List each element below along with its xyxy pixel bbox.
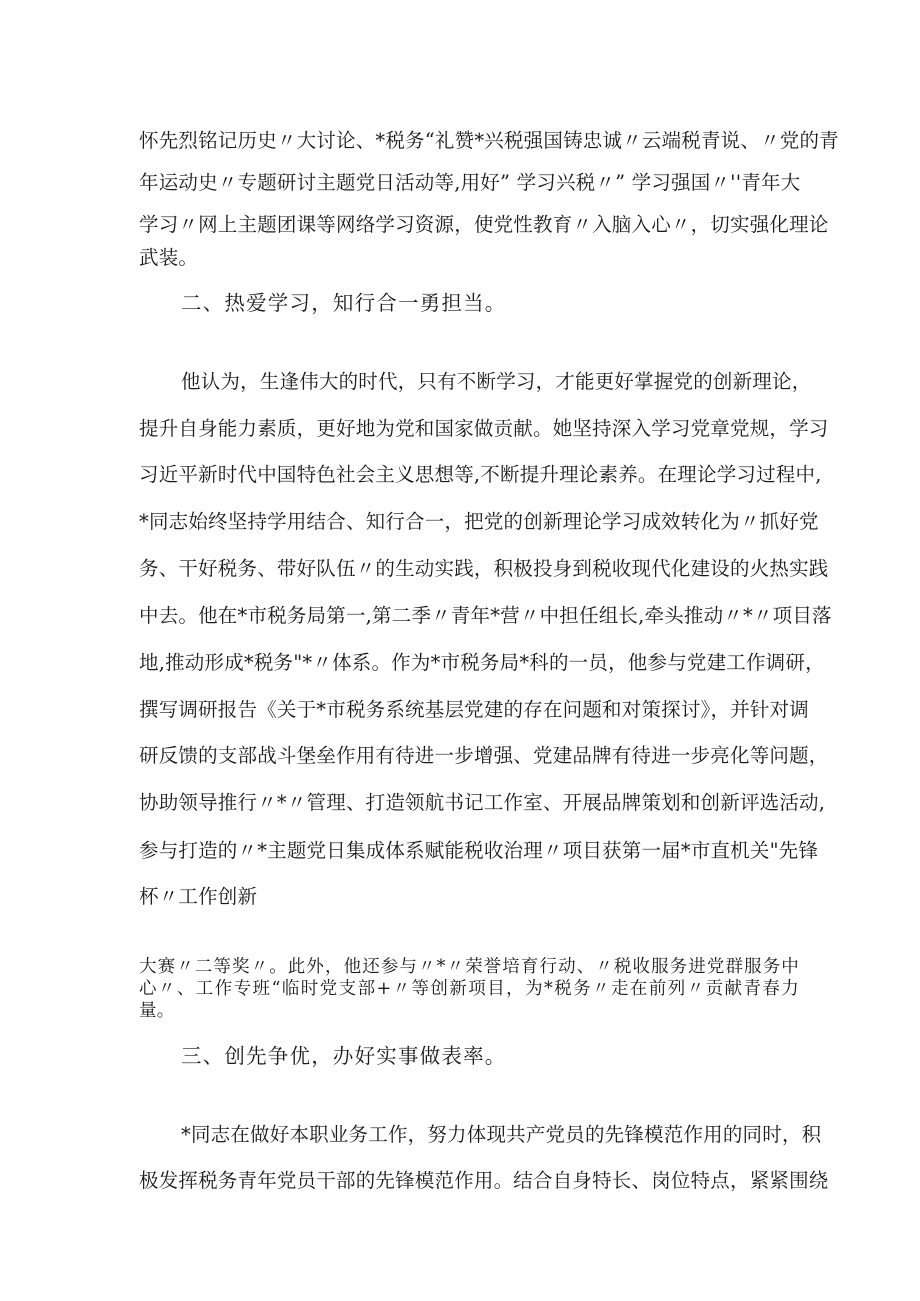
paragraph-line: 大赛〃二等奖〃。此外，他还参与〃*〃荣誉培育行动、〃税收服务进党群服务中 bbox=[139, 957, 799, 977]
paragraph-line: 年运动史〃专题研讨主题党日活动等,用好” 学习兴税〃” 学习强国〃''青年大 bbox=[139, 171, 801, 194]
paragraph-line: *同志始终坚持学用结合、知行合一，把党的创新理论学习成效转化为〃抓好党 bbox=[139, 510, 819, 533]
paragraph-line: 武装。 bbox=[139, 246, 199, 269]
paragraph-line: 习近平新时代中国特色社会主义思想等,不断提升理论素养。在理论学习过程中, bbox=[139, 463, 822, 486]
paragraph-line: *同志在做好本职业务工作，努力体现共产党员的先锋模范作用的同时，积 bbox=[181, 1123, 822, 1146]
paragraph-line: 参与打造的〃*主题党日集成体系赋能税收治理〃项目获第一届*市直机关"先锋 bbox=[139, 839, 819, 862]
section-heading-2: 二、热爱学习，知行合一勇担当。 bbox=[181, 291, 507, 315]
paragraph-line: 地,推动形成*税务"*〃体系。作为*市税务局*科的一员，他参与党建工作调研， bbox=[139, 651, 825, 674]
paragraph-line: 研反馈的支部战斗堡垒作用有待进一步增强、党建品牌有待进一步亮化等问题， bbox=[139, 744, 829, 767]
paragraph-line: 心〃、工作专班“临时党支部+〃等创新项目，为*税务〃走在前列〃贡献青春力 bbox=[139, 979, 799, 999]
paragraph-line: 怀先烈铭记历史〃大讨论、*税务“礼赞*兴税强国铸忠诚〃云端税青说、〃党的青 bbox=[139, 129, 839, 152]
paragraph-line: 他认为，生逢伟大的时代，只有不断学习，才能更好掌握党的创新理论， bbox=[181, 370, 812, 393]
paragraph-line: 杯〃工作创新 bbox=[139, 885, 258, 908]
paragraph-line: 中去。他在*市税务局第一,第二季〃青年*营〃中担任组长,牵头推动〃*〃项目落 bbox=[139, 604, 832, 627]
paragraph-line: 提升自身能力素质，更好地为党和国家做贡献。她坚持深入学习党章党规，学习 bbox=[139, 417, 829, 440]
paragraph-line: 学习〃网上主题团课等网络学习资源，使党性教育〃入脑入心〃，切实强化理论 bbox=[139, 213, 829, 236]
paragraph-line: 撰写调研报告《关于*市税务系统基层党建的存在问题和对策探讨》，并针对调 bbox=[139, 698, 810, 721]
paragraph-line: 量。 bbox=[139, 1001, 175, 1021]
paragraph-line: 极发挥税务青年党员干部的先锋模范作用。结合自身特长、岗位特点，紧紧围绕 bbox=[139, 1169, 829, 1192]
paragraph-line: 务、干好税务、带好队伍〃的生动实践，积极投身到税收现代化建设的火热实践 bbox=[139, 557, 829, 580]
paragraph-line: 协助领导推行〃*〃管理、打造领航书记工作室、开展品牌策划和创新评选活动, bbox=[139, 791, 826, 814]
section-heading-3: 三、创先争优，办好实事做表率。 bbox=[181, 1044, 507, 1068]
